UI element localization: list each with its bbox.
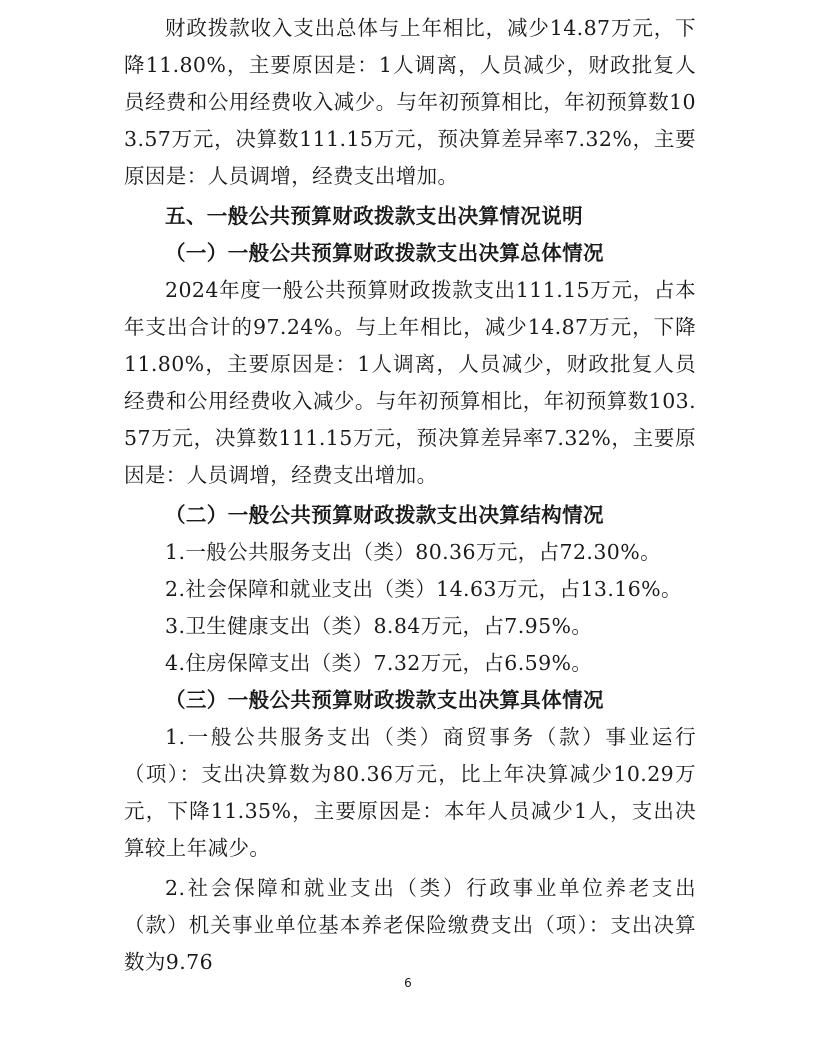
page-number: 6 <box>404 976 412 990</box>
detail-item-general-services: 1.一般公共服务支出（类）商贸事务（款）事业运行（项）：支出决算数为80.36万元，比上年决算减少10.29万元，下降11.35%，主要原因是：本年人员减少1人，支出决算较上年减少。 <box>124 725 696 860</box>
section-heading-5: 五、一般公共预算财政拨款支出决算情况说明 <box>165 204 583 228</box>
paragraph-revenue-comparison: 财政拨款收入支出总体与上年相比，减少14.87万元，下降11.80%，主要原因是：1人调离，人员减少，财政批复人员经费和公用经费收入减少。与年初预算相比，年初预算数103.57万元，决算数111.15万元，预决算差异率7.32%，主要原因是：人员调增，经费支出增加。 <box>124 16 696 188</box>
subsection-heading-structure: （二）一般公共预算财政拨款支出决算结构情况 <box>165 503 604 527</box>
detail-item-social-security: 2.社会保障和就业支出（类）行政事业单位养老支出（款）机关事业单位基本养老保险缴费支出（项）：支出决算数为9.76 <box>124 876 696 974</box>
structure-item-housing: 4.住房保障支出（类）7.32万元，占6.59%。 <box>165 651 593 675</box>
structure-item-general-services: 1.一般公共服务支出（类）80.36万元，占72.30%。 <box>165 540 662 564</box>
subsection-heading-overall: （一）一般公共预算财政拨款支出决算总体情况 <box>165 241 604 265</box>
structure-item-health: 3.卫生健康支出（类）8.84万元，占7.95%。 <box>165 614 593 638</box>
structure-item-social-security: 2.社会保障和就业支出（类）14.63万元，占13.16%。 <box>165 577 682 601</box>
document-body <box>124 10 696 981</box>
subsection-heading-details: （三）一般公共预算财政拨款支出决算具体情况 <box>165 688 604 712</box>
paragraph-overall-expenditure: 2024年度一般公共预算财政拨款支出111.15万元，占本年支出合计的97.24%。与上年相比，减少14.87万元，下降11.80%，主要原因是：1人调离，人员减少，财政批复人员经费和公用经费收入减少。与年初预算相比，年初预算数103.57万元，决算数111.15万元，预决算差异率7.32%，主要原因是：人员调增，经费支出增加。 <box>124 278 696 487</box>
